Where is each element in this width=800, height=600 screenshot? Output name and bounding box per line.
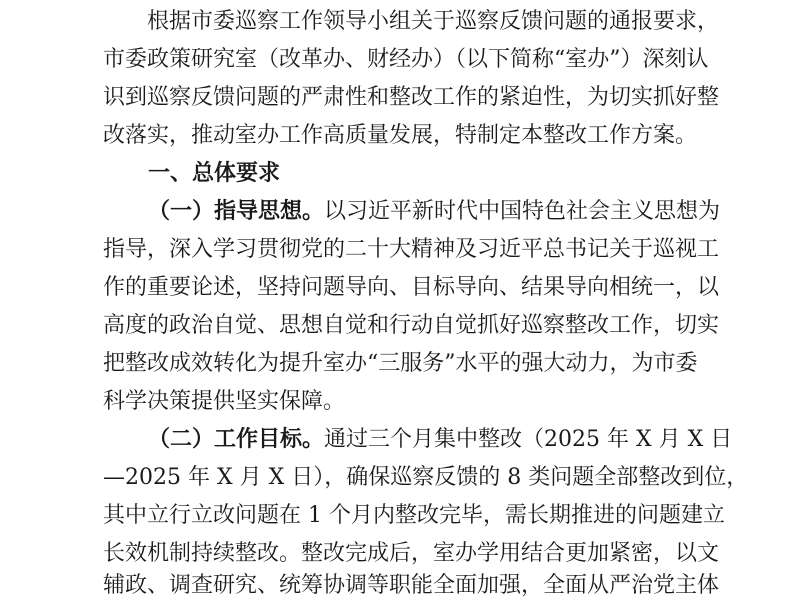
subsection-1-line-1 [148,198,720,226]
subsection-1-label: （一）指导思想。 [148,199,325,224]
subsection-1-line-4: 高度的政治自觉、思想自觉和行动自觉抓好巡察整改工作，切实 [103,313,720,338]
subsection-1-line-2: 指导，深入学习贯彻党的二十大精神及习近平总书记关于巡视工 [103,237,720,262]
subsection-2-line-4: 长效机制持续整改。整改完成后，室办学用结合更加紧密，以文 [103,541,720,566]
section-heading: 一、总体要求 [148,161,281,186]
subsection-2-label: （二）工作目标。 [148,427,325,452]
intro-line-3: 识到巡察反馈问题的严肃性和整改工作的紧迫性，为切实抓好整 [103,85,720,110]
subsection-1-line-5: 把整改成效转化为提升室办“三服务”水平的强大动力，为市委 [103,351,698,376]
intro-line-4: 改落实，推动室办工作高质量发展，特制定本整改工作方案。 [103,123,698,148]
subsection-2-line-1 [148,426,732,454]
subsection-1-line-6: 科学决策提供坚实保障。 [103,389,346,414]
subsection-2-line-5: 辅政、调查研究、统筹协调等职能全面加强，全面从严治党主体 [103,573,720,598]
subsection-1-line-1-text: 以习近平新时代中国特色社会主义思想为 [324,199,721,224]
intro-line-2: 市委政策研究室（改革办、财经办）（以下简称“室办”）深刻认 [103,47,709,72]
intro-line-1: 根据市委巡察工作领导小组关于巡察反馈问题的通报要求， [147,9,720,34]
subsection-2-line-2: —2025 年 X 月 X 日），确保巡察反馈的 8 类问题全部整改到位， [103,465,749,490]
subsection-2-line-3: 其中立行立改问题在 1 个月内整改完毕，需长期推进的问题建立 [103,503,725,528]
subsection-2-line-1-text: 通过三个月集中整改（2025 年 X 月 X 日 [324,427,733,452]
subsection-1-line-3: 作的重要论述，坚持问题导向、目标导向、结果导向相统一，以 [103,275,720,300]
